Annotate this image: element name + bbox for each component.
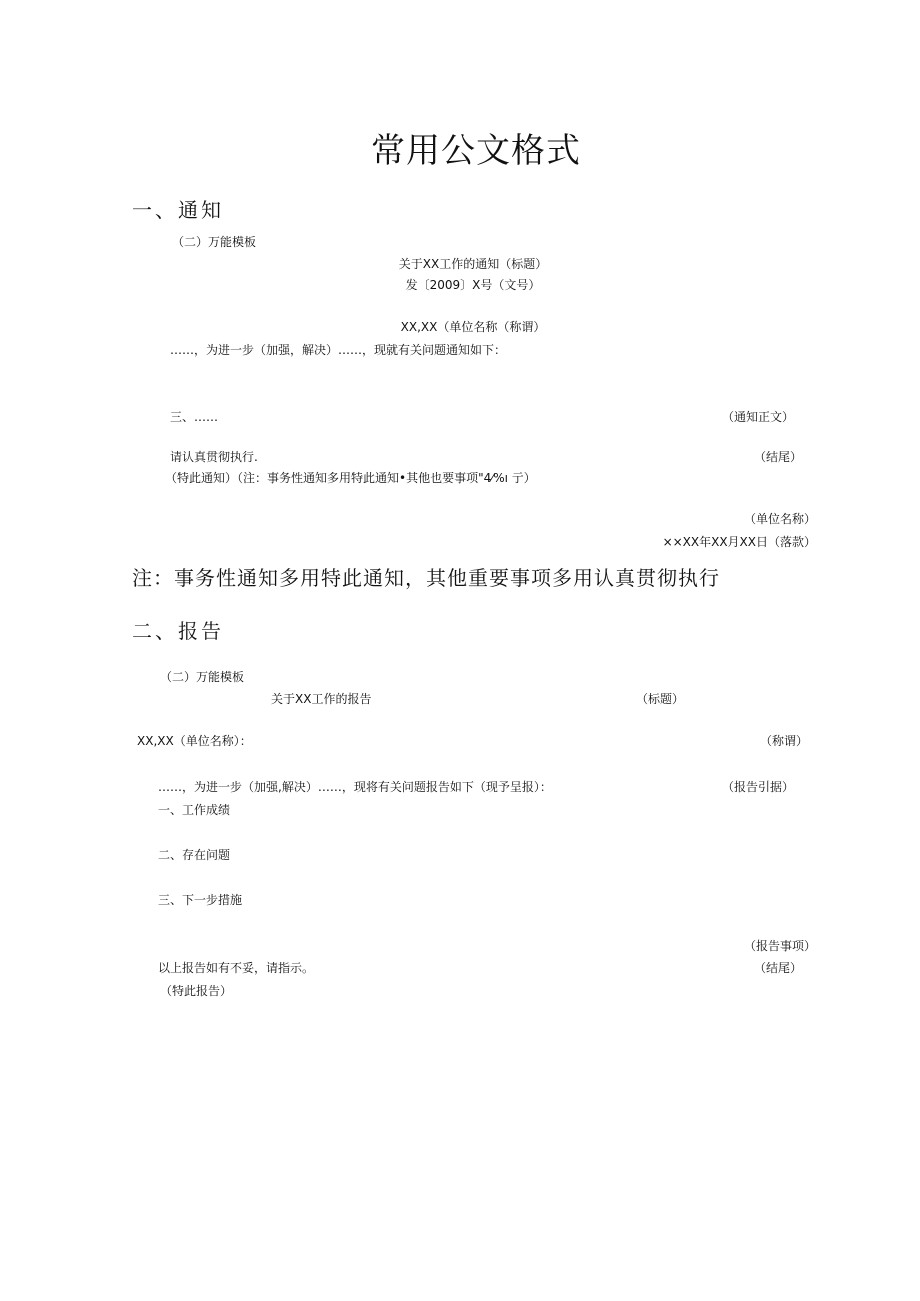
report-addressee-label: （称谓） bbox=[759, 734, 808, 748]
report-doc-title: 关于XX工作的报告 bbox=[271, 692, 372, 706]
notice-intro: ……，为进一步（加强，解决）……，现就有关问题通知如下： bbox=[170, 343, 507, 357]
notice-doc-title: 关于XX工作的通知（标题） bbox=[398, 257, 548, 271]
report-closing-label: （结尾） bbox=[753, 961, 802, 975]
report-item-3: 三、下一步措施 bbox=[158, 893, 243, 907]
notice-item-three: 三、…… bbox=[170, 410, 219, 424]
page-title: 常用公文格式 bbox=[371, 131, 581, 171]
notice-date-line: ××XX年XX月XX日（落款） bbox=[662, 535, 816, 549]
notice-addressee: XX,XX（单位名称（称谓） bbox=[400, 320, 546, 334]
report-title-label: （标题） bbox=[636, 692, 685, 706]
report-items-label: （报告事项） bbox=[743, 939, 816, 953]
report-closing: 以上报告如有不妥，请指示。 bbox=[158, 961, 315, 975]
section-heading-report: 二、报告 bbox=[132, 619, 224, 643]
section-heading-notice: 一、通知 bbox=[132, 198, 224, 222]
notice-closing-note: （特此通知）（注：事务性通知多用特此通知•其他也要事项"4⁄%ı 亍） bbox=[165, 471, 536, 485]
report-intro-label: （报告引据） bbox=[721, 780, 794, 794]
notice-body-label: （通知正文） bbox=[721, 410, 794, 424]
report-addressee: XX,XX（单位名称）： bbox=[137, 734, 252, 748]
report-subheading: （二）万能模板 bbox=[160, 670, 245, 684]
report-item-2: 二、存在问题 bbox=[158, 848, 231, 862]
notice-org-label: （单位名称） bbox=[743, 512, 816, 526]
notice-subheading: （二）万能模板 bbox=[172, 235, 257, 249]
report-intro: ……，为进一步（加强,解决）……，现将有关问题报告如下（现予呈报）： bbox=[158, 780, 552, 794]
report-item-1: 一、工作成绩 bbox=[158, 803, 231, 817]
notice-doc-number: 发〔2009〕X号（文号） bbox=[405, 278, 541, 292]
usage-note: 注：事务性通知多用特此通知，其他重要事项多用认真贯彻执行 bbox=[132, 566, 720, 590]
report-closing-note: （特此报告） bbox=[160, 984, 233, 998]
notice-closing: 请认真贯彻执行. bbox=[170, 450, 258, 464]
notice-closing-label: （结尾） bbox=[753, 450, 802, 464]
